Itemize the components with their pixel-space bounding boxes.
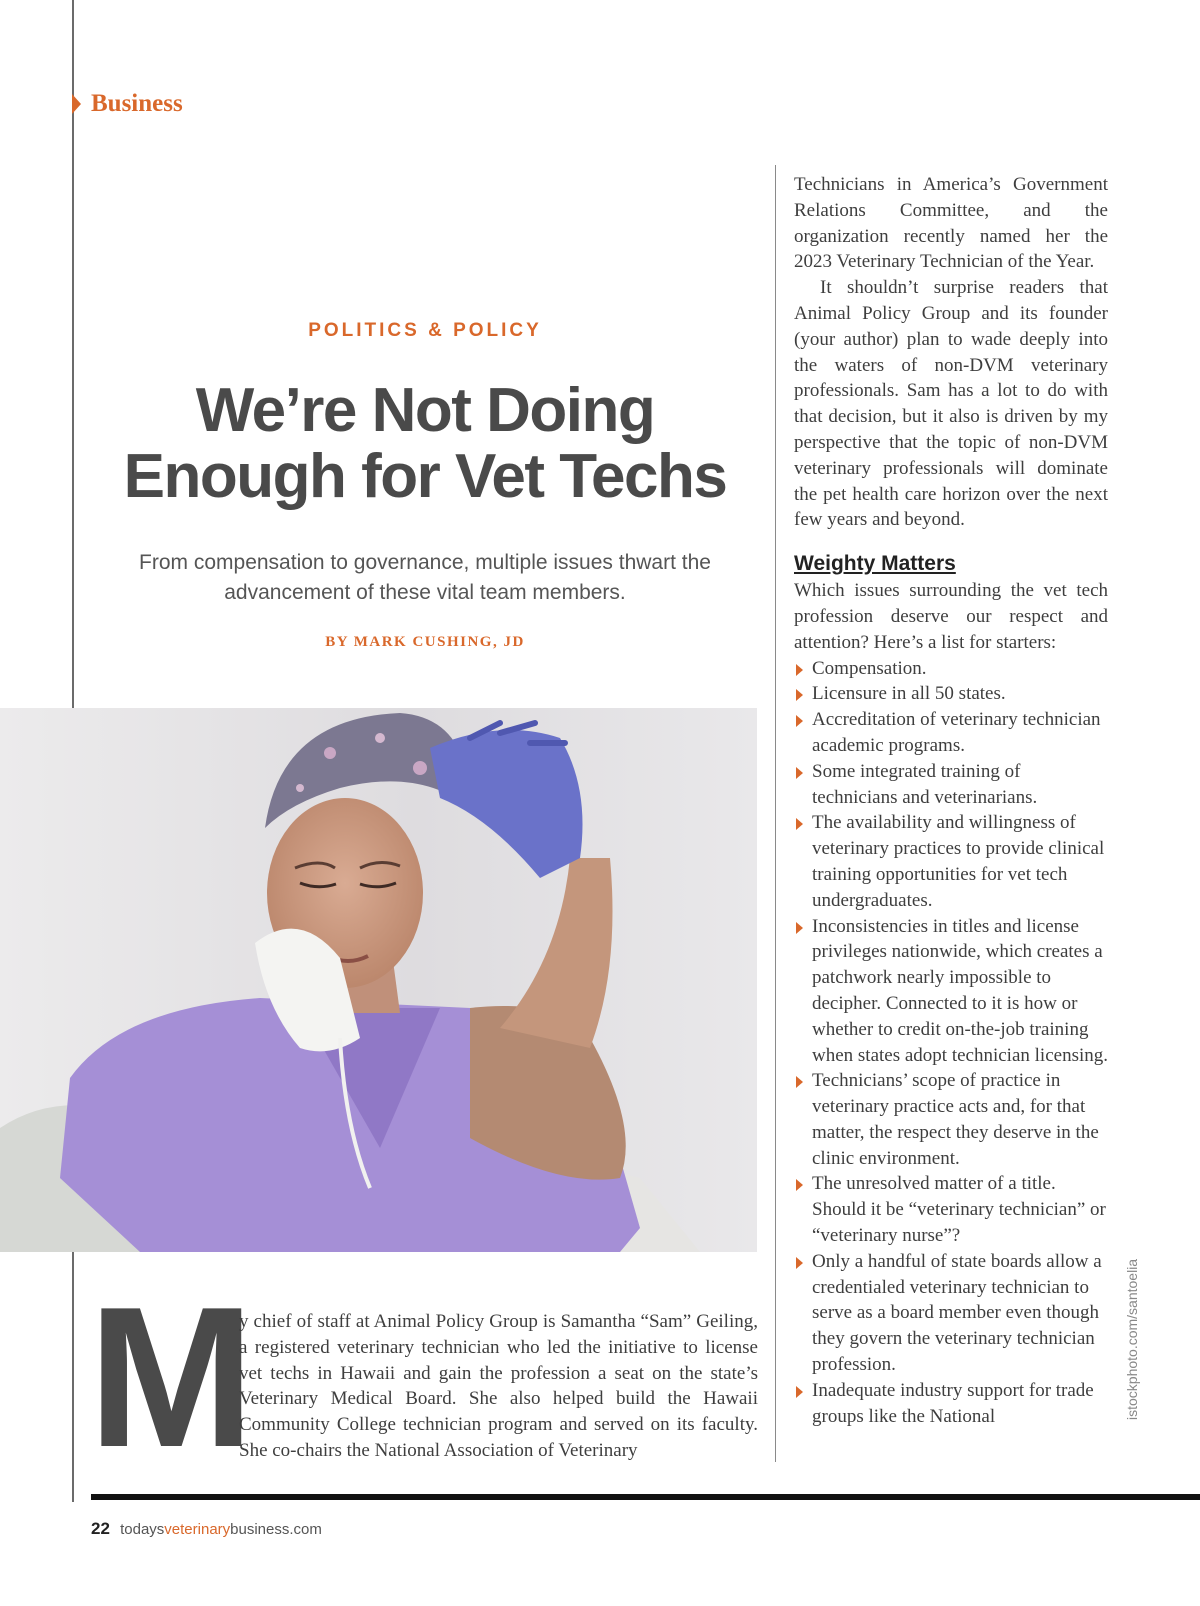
photo-credit: istockphoto.com/santoelia (1124, 1258, 1140, 1420)
list-item: Inconsistencies in titles and license privileges nationwide, which creates a patchwork nearly impossible to decipher. Connected to it is how or whether to credit on-the-job training when states adopt technician licensing. (794, 914, 1108, 1069)
article-byline: BY MARK CUSHING, JD (325, 634, 525, 650)
list-item: Some integrated training of technicians and veterinarians. (794, 759, 1108, 811)
column-divider (775, 165, 776, 1462)
article-headline (80, 378, 770, 510)
site-url-part: business.com (230, 1521, 322, 1538)
article-kicker: POLITICS & POLICY (308, 320, 542, 341)
article-deck: From compensation to governance, multiple issues thwart the advancement of these vital team members. (139, 551, 711, 604)
right-column (794, 172, 1108, 1429)
headline-line-1: We’re Not Doing (195, 376, 655, 445)
list-item: Technicians’ scope of practice in veterinary practice acts and, for that matter, the respect they deserve in the clinic environment. (794, 1068, 1108, 1171)
list-item: Accreditation of veterinary technician academic programs. (794, 707, 1108, 759)
section-tag (72, 88, 183, 120)
article-photo (0, 708, 757, 1252)
list-item: The unresolved matter of a title. Should it be “veterinary technician” or “veterinary nurse”? (794, 1171, 1108, 1248)
site-url-part: todays (120, 1521, 165, 1538)
site-url[interactable] (120, 1521, 322, 1538)
left-vertical-rule-lower (72, 1252, 74, 1502)
list-item: Inadequate industry support for trade groups like the National (794, 1378, 1108, 1430)
triangle-marker-icon (72, 94, 81, 114)
page-footer (91, 1519, 322, 1539)
site-url-accent: veterinary (164, 1521, 231, 1538)
section-label: Business (91, 90, 183, 117)
intro-paragraph: y chief of staff at Animal Policy Group is Samantha “Sam” Geiling, a registered veterinary technician who led the initiative to license vet techs in Hawaii and gain the profession a seat on the state’s Veterinary Medical Board. She also helped build the Hawaii Community College technician program and served on its faculty. She co-chairs the National Association of Veterinary (239, 1311, 758, 1461)
list-item: Only a handful of state boards allow a credentialed veterinary technician to serve as a board member even though they govern the veterinary technician profession. (794, 1249, 1108, 1378)
list-item: Licensure in all 50 states. (794, 681, 1108, 707)
section-subhead: Weighty Matters (794, 552, 956, 576)
tired-vet-tech-illustration (0, 708, 757, 1252)
issues-list (794, 656, 1108, 1430)
body-paragraph: It shouldn’t surprise readers that Animal Policy Group and its founder (your author) plan to wade deeply into the waters of non-DVM veterinary professionals. Sam has a lot to do with that decision, but it also is driven by my perspective that the topic of non-DVM veterinary professionals will dominate the pet health care horizon over the next few years and beyond. (794, 277, 1108, 531)
headline-line-2: Enough for Vet Techs (123, 442, 727, 511)
footer-rule (91, 1494, 1200, 1500)
page-number: 22 (91, 1519, 110, 1538)
continued-paragraph: Technicians in America’s Government Relations Committee, and the organization recently named her the 2023 Veterinary Technician of the Year. (794, 174, 1108, 273)
list-item: Compensation. (794, 656, 1108, 682)
drop-cap: M (88, 1266, 251, 1489)
body-paragraph: Which issues surrounding the vet tech profession deserve our respect and attention? Here’s a list for starters: (794, 580, 1108, 653)
list-item: The availability and willingness of veterinary practices to provide clinical training opportunities for vet tech undergraduates. (794, 810, 1108, 913)
